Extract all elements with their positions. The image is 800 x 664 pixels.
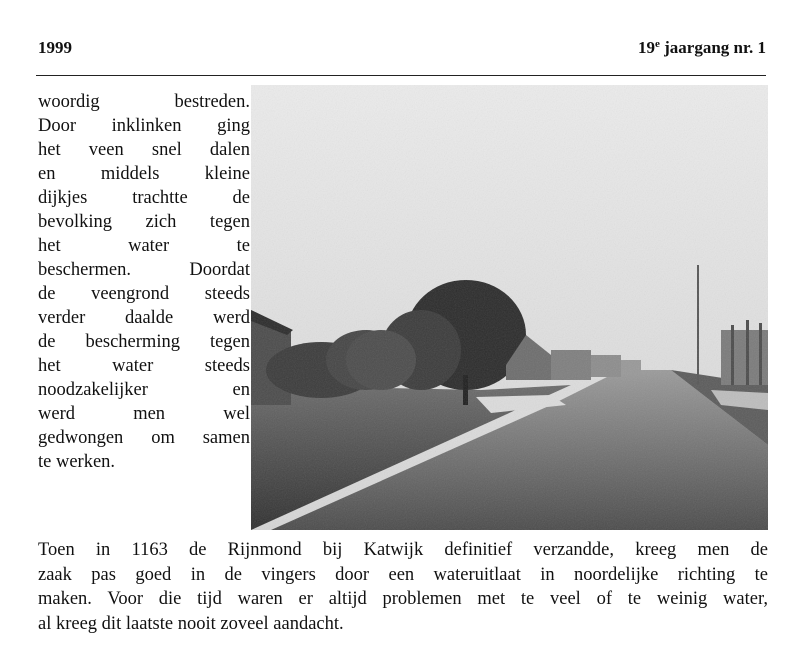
header-rule [36, 75, 766, 76]
column-line: woordig bestreden. [38, 92, 250, 112]
column-line: de veengrond steeds [38, 284, 250, 304]
column-line: Door inklinken ging [38, 116, 250, 136]
column-line: verder daalde werd [38, 308, 250, 328]
column-line: bevolking zich tegen [38, 212, 250, 232]
column-line: het veen snel dalen [38, 140, 250, 160]
street-photo [251, 85, 768, 530]
paragraph-line: maken. Voor die tijd waren er altijd problemen met te veel of te weinig water, [38, 589, 768, 609]
volume-number: 19 [638, 38, 655, 57]
page-year: 1999 [38, 38, 72, 57]
column-line: het water steeds [38, 356, 250, 376]
volume-suffix: e [655, 38, 660, 50]
paragraph-line: al kreeg dit laatste nooit zoveel aandacht. [38, 613, 344, 634]
text-column [38, 90, 250, 474]
body-paragraph [38, 538, 768, 636]
column-line: werd men wel [38, 404, 250, 424]
page-volume [638, 38, 766, 58]
paragraph-line: zaak pas goed in de vingers door een wateruitlaat in noordelijke richting te [38, 564, 768, 585]
column-line: dijkjes trachtte de [38, 188, 250, 208]
volume-rest: jaargang nr. 1 [659, 38, 766, 57]
paragraph-line: Toen in 1163 de Rijnmond bij Katwijk definitief verzandde, kreeg men de [38, 540, 768, 560]
column-line: gedwongen om samen [38, 428, 250, 448]
column-line: noodzakelijker en [38, 380, 250, 400]
column-line: de bescherming tegen [38, 332, 250, 352]
column-line: en middels kleine [38, 164, 250, 184]
column-line: beschermen. Doordat [38, 260, 250, 280]
column-line: het water te [38, 236, 250, 256]
column-line: te werken. [38, 452, 116, 472]
